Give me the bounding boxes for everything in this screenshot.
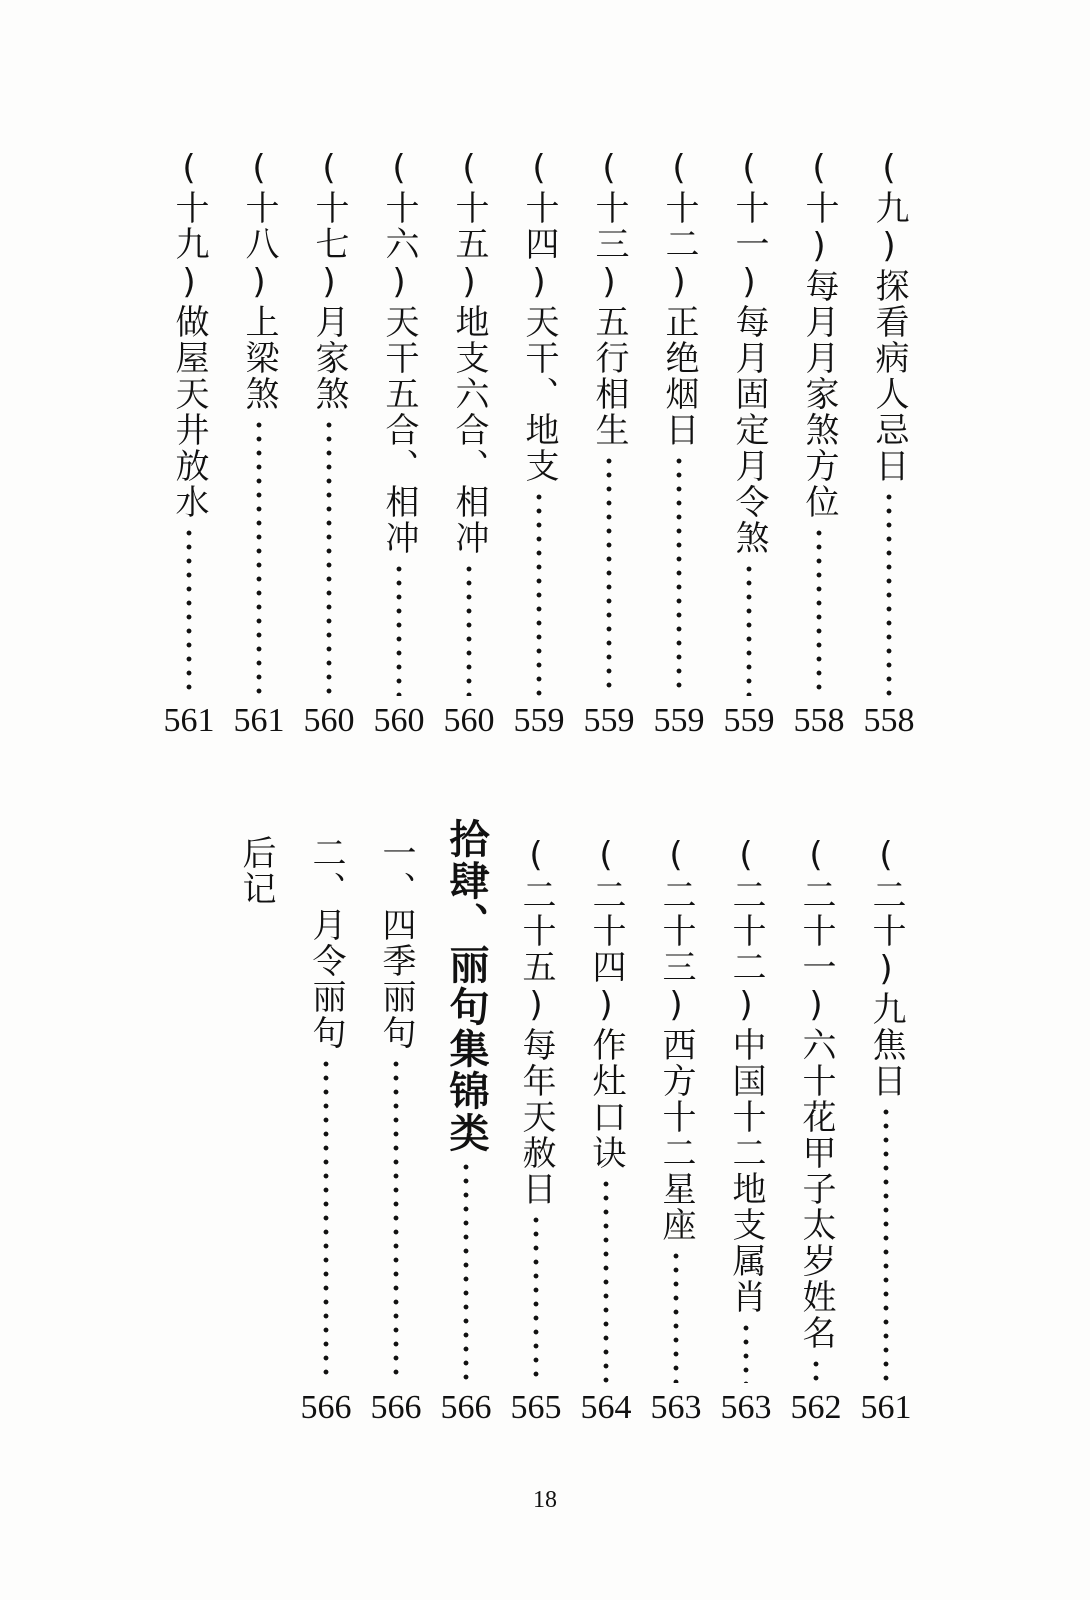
toc-entry-title: (二十一)六十花甲子太岁姓名 [796, 835, 836, 1351]
toc-entry-page: 559 [653, 702, 705, 739]
dot-leader [816, 526, 822, 696]
dot-leader [326, 418, 332, 696]
toc-entry-page: 563 [720, 1389, 772, 1426]
toc-entry-page: 558 [793, 702, 845, 739]
toc-entry[interactable] [786, 835, 846, 1425]
toc-entry-page: 561 [163, 702, 215, 739]
toc-entry-title: (十四)天干、地支 [519, 148, 559, 484]
dot-leader [886, 490, 892, 696]
dot-leader [746, 562, 752, 696]
toc-entry-page: 566 [440, 1389, 492, 1426]
toc-entry[interactable] [646, 835, 706, 1425]
toc-entry-page: 561 [860, 1389, 912, 1426]
dot-leader [396, 562, 402, 696]
toc-entry-title: (九)探看病人忌日 [869, 148, 909, 484]
dot-leader [603, 1177, 609, 1383]
toc-entry-title: 后记 [236, 835, 276, 907]
dot-leader [676, 454, 682, 696]
toc-entry-title: (十)每月月家煞方位 [799, 148, 839, 520]
toc-entry[interactable] [229, 148, 289, 738]
toc-entry-title: (十三)五行相生 [589, 148, 629, 448]
toc-entry[interactable] [789, 148, 849, 738]
toc-entry[interactable] [859, 148, 919, 738]
dot-leader [606, 454, 612, 696]
dot-leader [883, 1105, 889, 1383]
toc-entry-page: 560 [303, 702, 355, 739]
toc-entry-page: 559 [513, 702, 565, 739]
toc-entry-page: 560 [443, 702, 495, 739]
toc-entry[interactable] [366, 835, 426, 1425]
toc-entry[interactable] [506, 835, 566, 1425]
toc-entry-title: 一、四季丽句 [376, 835, 416, 1051]
toc-entry[interactable] [369, 148, 429, 738]
toc-entry-page: 559 [723, 702, 775, 739]
toc-entry-page: 566 [370, 1389, 422, 1426]
toc-section-heading[interactable] [436, 818, 496, 1425]
dot-leader [323, 1057, 329, 1383]
toc-entry-title: (十七)月家煞 [309, 148, 349, 412]
toc-entry-title: (二十三)西方十二星座 [656, 835, 696, 1243]
dot-leader [463, 1160, 469, 1383]
toc-entry[interactable] [576, 835, 636, 1425]
dot-leader [813, 1357, 819, 1383]
toc-entry-title: (十一)每月固定月令煞 [729, 148, 769, 556]
toc-entry[interactable] [716, 835, 776, 1425]
toc-entry[interactable] [296, 835, 356, 1425]
dot-leader [743, 1321, 749, 1383]
toc-entry-page: 559 [583, 702, 635, 739]
toc-entry-afterword[interactable] [226, 835, 286, 955]
toc-entry-title: (二十二)中国十二地支属肖 [726, 835, 766, 1315]
dot-leader [533, 1213, 539, 1383]
toc-entry-title: (十九)做屋天井放水 [169, 148, 209, 520]
toc-entry-page: 562 [790, 1389, 842, 1426]
toc-entry[interactable] [649, 148, 709, 738]
dot-leader [536, 490, 542, 696]
dot-leader [673, 1249, 679, 1383]
toc-entry[interactable] [439, 148, 499, 738]
toc-entry[interactable] [509, 148, 569, 738]
toc-entry-page: 560 [373, 702, 425, 739]
dot-leader [393, 1057, 399, 1383]
toc-entry-title: 二、月令丽句 [306, 835, 346, 1051]
toc-entry-title: (二十五)每年天赦日 [516, 835, 556, 1207]
toc-entry[interactable] [299, 148, 359, 738]
toc-entry-title: (十六)天干五合、相冲 [379, 148, 419, 556]
toc-entry-title: (十八)上梁煞 [239, 148, 279, 412]
dot-leader [256, 418, 262, 696]
toc-entry[interactable] [856, 835, 916, 1425]
toc-entry-page: 563 [650, 1389, 702, 1426]
toc-entry-title: (十五)地支六合、相冲 [449, 148, 489, 556]
toc-entry-page: 558 [863, 702, 915, 739]
toc-entry-title: (十二)正绝烟日 [659, 148, 699, 448]
dot-leader [466, 562, 472, 696]
toc-entry-page: 561 [233, 702, 285, 739]
toc-entry-title: (二十)九焦日 [866, 835, 906, 1099]
toc-entry[interactable] [579, 148, 639, 738]
toc-entry[interactable] [159, 148, 219, 738]
page-number: 18 [533, 1487, 557, 1513]
toc-entry-page: 564 [580, 1389, 632, 1426]
toc-entry-page: 566 [300, 1389, 352, 1426]
toc-section-title: 拾肆、丽句集锦类 [443, 818, 489, 1154]
toc-entry-page: 565 [510, 1389, 562, 1426]
dot-leader [186, 526, 192, 696]
toc-entry[interactable] [719, 148, 779, 738]
toc-entry-title: (二十四)作灶口诀 [586, 835, 626, 1171]
